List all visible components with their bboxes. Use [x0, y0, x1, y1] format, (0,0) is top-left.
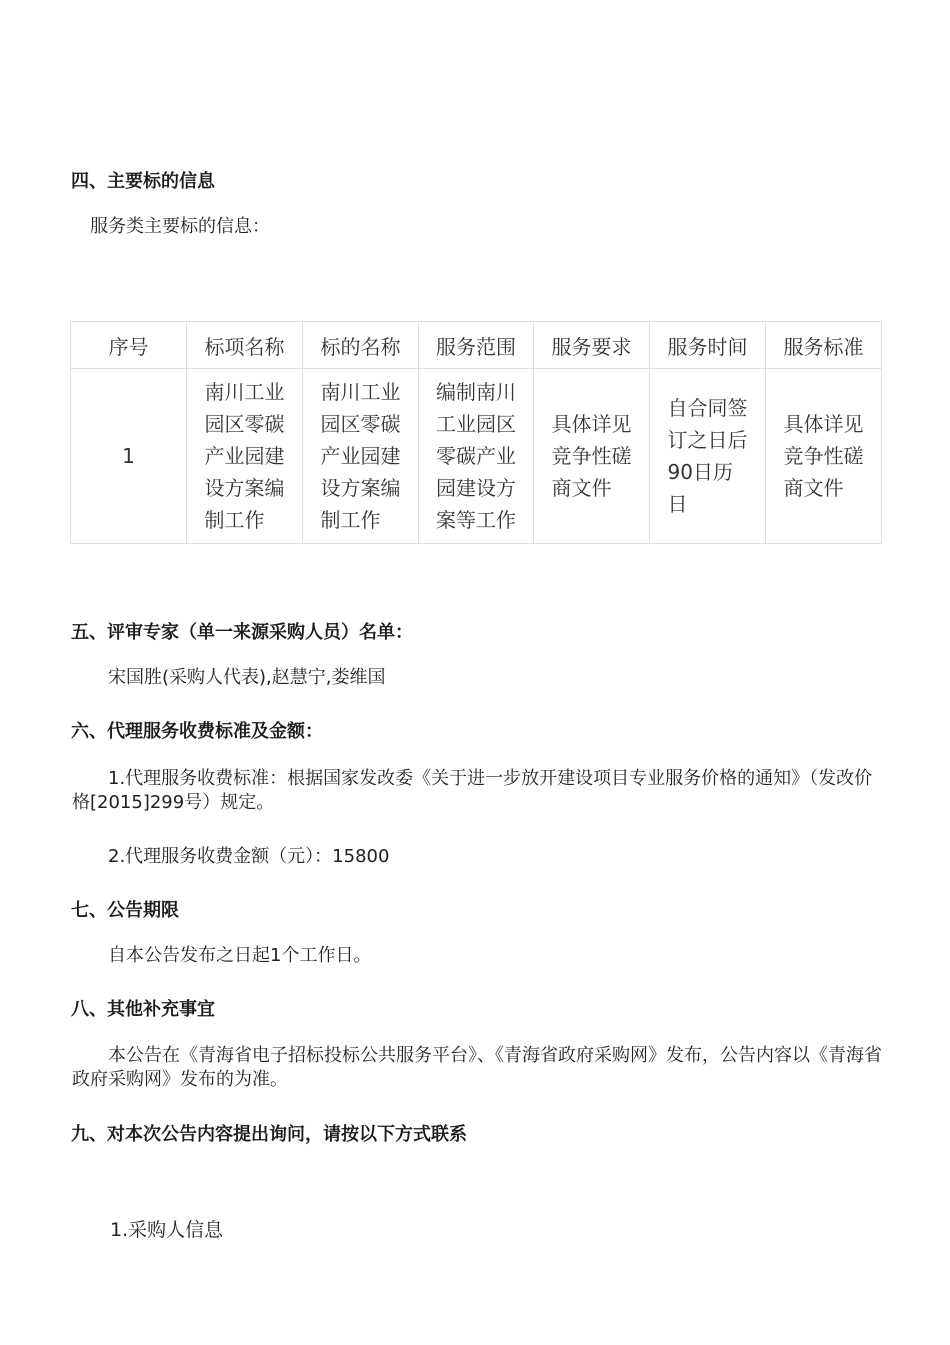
cell-item-name-text: 南川工业园区零碳产业园建设方案编制工作	[204, 380, 285, 532]
section7-title: 七、公告期限	[71, 900, 179, 921]
cell-index-text: 1	[122, 444, 135, 468]
cell-target-name	[303, 369, 419, 544]
section8-title: 八、其他补充事宜	[71, 999, 215, 1020]
cell-requirement	[534, 369, 650, 544]
cell-requirement-text: 具体详见竞争性磋商文件	[551, 412, 632, 500]
header-time: 服务时间	[650, 322, 766, 369]
section6-fee-standard: 1.代理服务收费标准：根据国家发改委《关于进一步放开建设项目专业服务价格的通知》（发改价格[2015]299号）规定。	[72, 768, 873, 813]
cell-scope	[419, 369, 534, 544]
table-header-row	[71, 322, 882, 369]
cell-target-name-text: 南川工业园区零碳产业园建设方案编制工作	[320, 380, 401, 532]
cell-standard	[766, 369, 882, 544]
header-standard: 服务标准	[766, 322, 882, 369]
section7-period: 自本公告发布之日起1个工作日。	[108, 945, 372, 966]
section6-title: 六、代理服务收费标准及金额：	[71, 721, 323, 742]
header-item-name: 标项名称	[187, 322, 303, 369]
table-row	[71, 369, 882, 544]
header-index: 序号	[71, 322, 187, 369]
subject-info-table	[70, 321, 882, 544]
cell-time	[650, 369, 766, 544]
section9-buyer-info: 1.采购人信息	[110, 1219, 224, 1241]
section4-title: 四、主要标的信息	[71, 171, 215, 192]
section8-content: 本公告在《青海省电子招标投标公共服务平台》、《青海省政府采购网》发布，公告内容以《青海省政府采购网》发布的为准。	[72, 1045, 882, 1090]
header-target-name: 标的名称	[303, 322, 419, 369]
section9-title: 九、对本次公告内容提出询问，请按以下方式联系	[71, 1124, 467, 1145]
cell-item-name	[187, 369, 303, 544]
section4-subtitle: 服务类主要标的信息：	[90, 216, 270, 237]
section5-experts: 宋国胜(采购人代表),赵慧宁,娄维国	[108, 667, 386, 688]
cell-standard-text: 具体详见竞争性磋商文件	[783, 412, 864, 500]
header-requirement: 服务要求	[534, 322, 650, 369]
cell-scope-text: 编制南川工业园区零碳产业园建设方案等工作	[436, 380, 516, 532]
section5-title: 五、评审专家（单一来源采购人员）名单：	[71, 622, 413, 643]
cell-time-text: 自合同签订之日后90日历日	[667, 396, 748, 516]
section6-fee-amount: 2.代理服务收费金额（元）：15800	[108, 846, 390, 867]
header-scope: 服务范围	[419, 322, 534, 369]
cell-index	[71, 369, 187, 544]
